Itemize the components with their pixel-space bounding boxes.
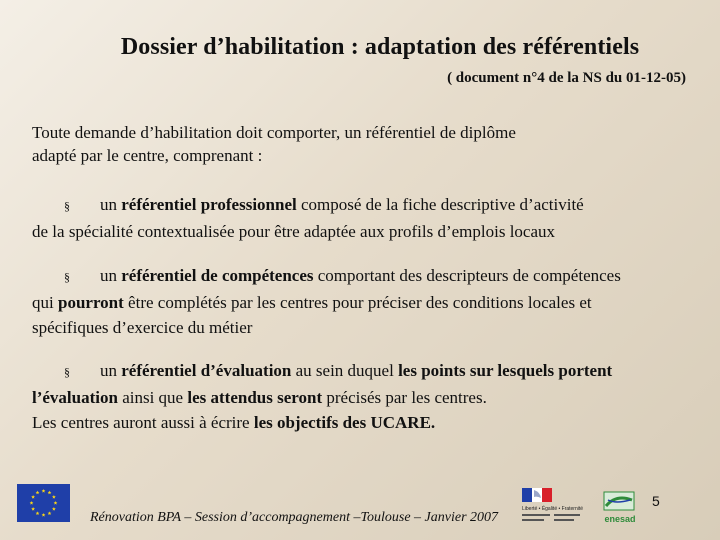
intro-line-1: Toute demande d’habilitation doit comporter, un référentiel de diplôme xyxy=(32,123,516,142)
item-keyword: référentiel de compétences xyxy=(121,266,314,285)
slide-title: Dossier d’habilitation : adaptation des référentiels xyxy=(120,34,640,60)
item-keyword: référentiel d’évaluation xyxy=(121,361,292,380)
eu-flag-icon xyxy=(17,484,70,522)
enesad-logo-icon xyxy=(598,490,642,526)
slide-subtitle: ( document n°4 de la NS du 01-12-05) xyxy=(447,70,686,86)
intro-line-2: adapté par le centre, comprenant : xyxy=(32,146,263,165)
page-number: 5 xyxy=(652,493,660,509)
bullet-icon: § xyxy=(64,365,70,379)
bullet-icon: § xyxy=(64,199,70,213)
svg-text:Liberté • Égalité • Fraternité: Liberté • Égalité • Fraternité xyxy=(522,506,584,512)
republique-francaise-logo-icon xyxy=(518,486,584,526)
item-keyword: référentiel professionnel xyxy=(121,195,297,214)
footer-text: Rénovation BPA – Session d’accompagnement –Toulouse – Janvier 2007 xyxy=(90,510,499,525)
list-item-referentiel-evaluation: § un référentiel d’évaluation au sein duquel les points sur lesquels portent l’évaluation ainsi que les attendus seront précisés par les centres. Les centres auront aussi à écrire les objectifs des UCARE. xyxy=(32,361,613,432)
list-item-referentiel-professionnel: § un référentiel professionnel composé de la fiche descriptive d’activité de la spécialité contextualisée pour être adaptée aux profils d’emplois locaux xyxy=(32,195,584,241)
svg-text:enesad: enesad xyxy=(604,514,636,524)
intro-text xyxy=(32,121,692,167)
list-item-referentiel-competences: § un référentiel de compétences comportant des descripteurs de compétences qui pourront être complétés par les centres pour préciser des conditions locales et spécifiques d’exercice du métier xyxy=(32,266,621,337)
bullet-icon: § xyxy=(64,270,70,284)
